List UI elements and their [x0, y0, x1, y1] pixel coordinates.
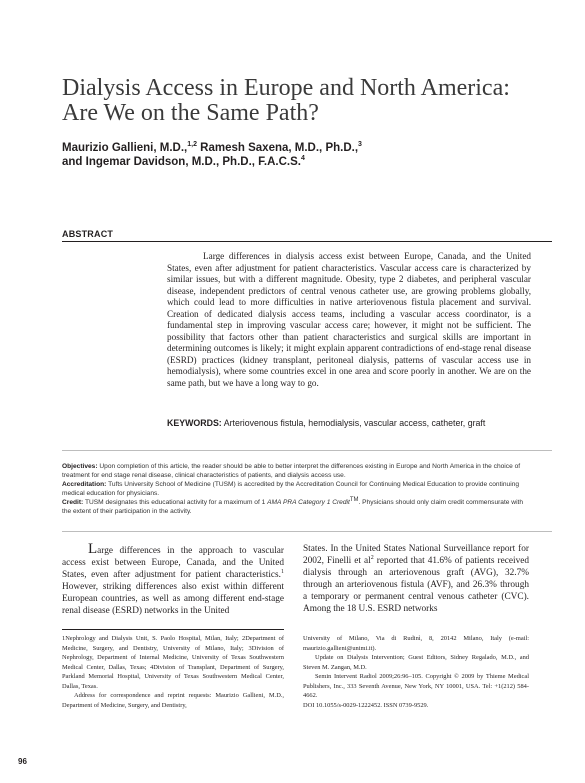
drop-cap: L — [88, 541, 98, 557]
abstract-text: Large differences in dialysis access exist between Europe, Canada, and the United States, even after adjustment for patient characteristics. Vascular access care is characterized by similar issues, but with a different magnitude. Obesity, type 2 diabetes, and peripheral vascular disease, independent predictors of central venous catheter use, are growing problems globally, which could lead to more difficulties in native arteriovenous fistula placement and survival. Creation of dedicated dialysis access teams, including a vascular access coordinator, is a fundamental step in improving vascular access care; however, it might not be sufficient. The possibility that factors other than patient characteristics and surgical skills are important in determining outcomes is likely; it might explain apparent contradictions of end-stage renal disease (ESRD) practices (kidney transplant, peritoneal dialysis, patterns of vascular access use in hemodialysis), where some countries excel in one area and score poorly in another. We are on the same path, but we have a long way to go. — [167, 251, 531, 389]
abstract-heading: ABSTRACT — [62, 229, 114, 239]
article-title — [62, 76, 562, 126]
surveillance-text-b: reported that 41.6% of patients received dialysis through an arteriovenous graft (AVG), 32.7% through an arteriovenous fistula (AVF), and 26.3% through a temporary or permanent central venous catheter (CVC). Among the 18 U.S. ESRD networks — [303, 555, 529, 614]
affiliations-footnote: 1Nephrology and Dialysis Unit, S. Paolo Hospital, Milan, Italy; 2Department of Medicine, Surgery, and Dentistry, University of Milano, Italy; 3Division of Nephrology, Department of Internal Medicine, University of Texas Southwestern Medical Center, Dallas, Texas; 4Division of Transplant, Department of Surgery, Parkland Memorial Hospital, University of Texas Southwestern Medical Center, Dallas, Texas. — [62, 635, 284, 690]
objectives-divider — [62, 531, 552, 532]
credit-paragraph — [62, 498, 532, 516]
article-title-line-2: Are We on the Same Path? — [62, 100, 319, 126]
page-number: 96 — [18, 757, 27, 766]
intro-paragraph — [62, 541, 284, 617]
author-line-1 — [62, 141, 542, 155]
credit-text-italic: AMA PRA Category 1 Credit — [267, 499, 350, 507]
keywords-value: Arteriovenous fistula, hemodialysis, vascular access, catheter, graft — [223, 418, 486, 428]
accreditation-paragraph — [62, 480, 532, 498]
credit-label: Credit: — [62, 499, 84, 507]
author-saxena-affil: 3 — [358, 141, 362, 149]
abstract-body — [167, 251, 531, 390]
footnote-divider — [62, 629, 284, 630]
intro-text-a: arge differences in the approach to vascular access exist between Europe, Canada, and the United States, even after adjustment for patient characteristics. — [62, 546, 284, 580]
doi-line: DOI 10.1055/s-0029-1222452. ISSN 0739-9529. — [303, 701, 429, 709]
correspondence-address: University of Milano, Via di Rudinì, 8, 20142 Milano, Italy (e-mail: maurizio.gallieni@unimi.it). — [303, 635, 529, 652]
author-davidson-affil: 4 — [300, 155, 305, 163]
article-title-line-1: Dialysis Access in Europe and North America: — [62, 75, 510, 101]
cme-objectives-block — [62, 462, 532, 517]
accreditation-text: Tufts University School of Medicine (TUSM) is accredited by the Accreditation Council for Continuing Medical Education to provide continuing medical education for physicians. — [62, 481, 520, 498]
objectives-label: Objectives: — [62, 463, 98, 470]
abstract-divider — [62, 241, 552, 242]
body-column-left — [62, 541, 284, 617]
keywords-divider — [62, 450, 552, 451]
footnotes-right — [303, 634, 529, 710]
author-saxena: Ramesh Saxena, M.D., Ph.D., — [196, 142, 359, 154]
credit-tm: TM — [349, 497, 359, 504]
keywords — [167, 418, 547, 429]
author-davidson: and Ingemar Davidson, M.D., Ph.D., F.A.C.S. — [62, 156, 301, 168]
correspondence-footnote: Address for correspondence and reprint requests: Maurizio Gallieni, M.D., Department of Medicine, Surgery, and Dentistry, — [62, 692, 284, 709]
intro-citation-1: 1 — [281, 568, 284, 575]
author-gallieni-affil: 1,2 — [187, 141, 197, 149]
intro-text-b: However, striking differences also exist within different European countries, as well as among different end-stage renal disease (ESRD) networks in the United — [62, 581, 284, 616]
objectives-text: Upon completion of this article, the reader should be able to better interpret the differences existing in Europe and North America in the choice of treatment for end stage renal disease, clinical characteristics of patients, and dialysis access use. — [62, 463, 521, 480]
accreditation-label: Accreditation: — [62, 481, 107, 489]
issue-note: Update on Dialysis Intervention; Guest Editors, Sidney Regalado, M.D., and Steven M. Zangan, M.D. — [303, 654, 529, 671]
footnotes-left — [62, 634, 284, 710]
keywords-label: KEYWORDS: — [167, 418, 222, 428]
credit-text-b: . Physicians should only claim credit commensurate with the extent of their participation in the activity. — [62, 499, 524, 516]
surveillance-paragraph — [303, 544, 529, 615]
citation-copyright: Semin Intervent Radiol 2009;26:96–105. Copyright © 2009 by Thieme Medical Publishers, Inc., 333 Seventh Avenue, New York, NY 10001, USA. Tel: +1(212) 584-4662. — [303, 673, 529, 699]
credit-text-a: TUSM designates this educational activity for a maximum of 1 — [84, 499, 268, 507]
surveillance-citation-2: 2 — [370, 554, 374, 561]
body-column-right — [303, 544, 529, 615]
author-gallieni: Maurizio Gallieni, M.D., — [62, 142, 188, 154]
surveillance-text-a: States. In the United States National Surveillance report for 2002, Finelli et al — [303, 544, 529, 566]
author-line-2 — [62, 155, 542, 169]
objectives-paragraph — [62, 462, 532, 480]
author-list — [62, 141, 542, 169]
